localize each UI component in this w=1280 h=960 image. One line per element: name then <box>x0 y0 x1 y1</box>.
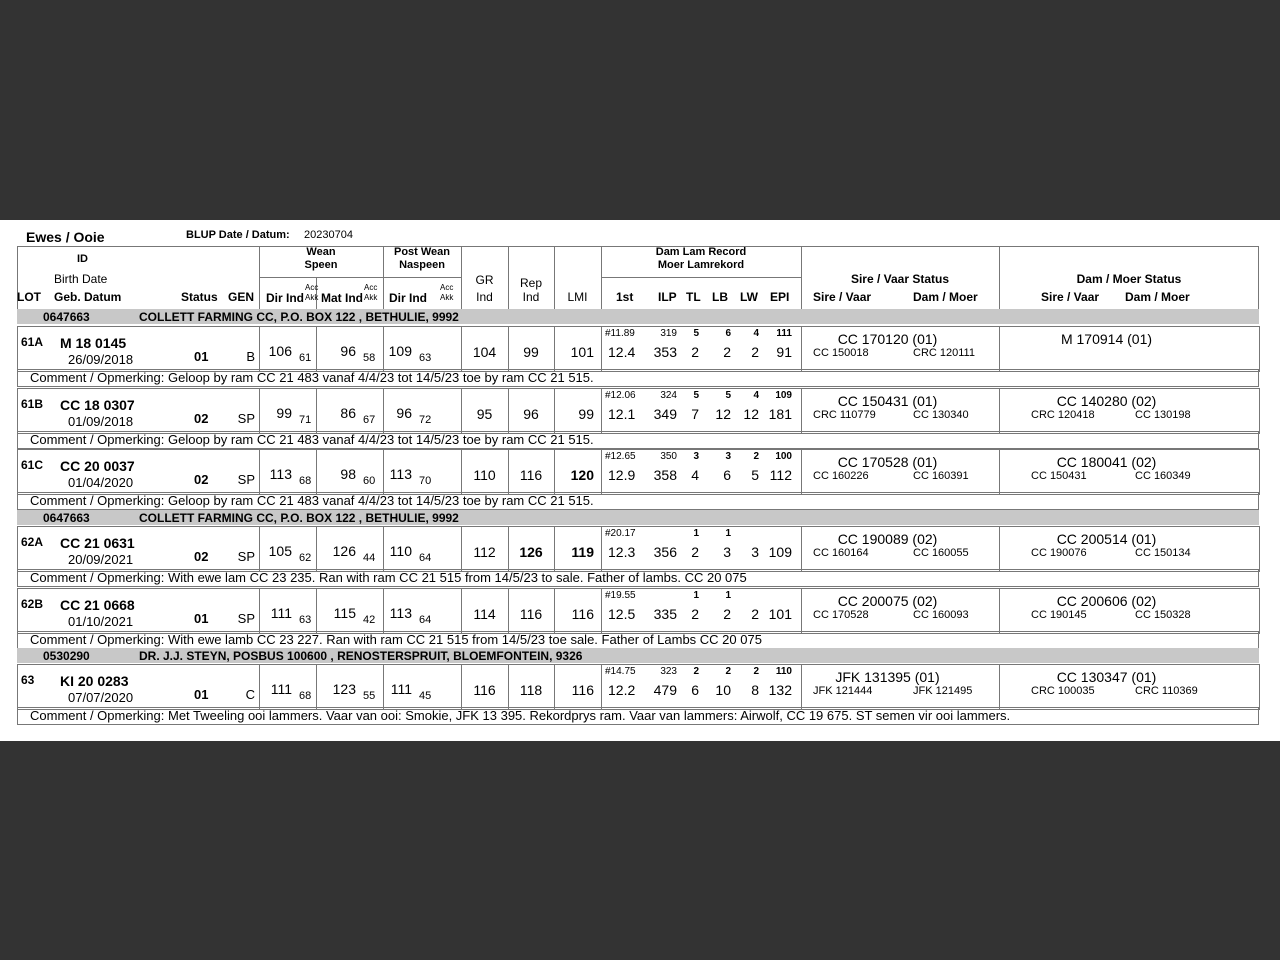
birth-date: 01/04/2020 <box>68 475 134 490</box>
sire-dam: CRC 120111 <box>913 347 975 359</box>
lmi-index: 119 <box>571 544 594 560</box>
lam-lb-bottom: 2 <box>723 606 731 622</box>
lam-tl-top: 3 <box>693 451 699 462</box>
comment-text: Comment / Opmerking: With ewe lamb CC 23 227. Ran with ram CC 21 515 from 14/5/23 toe sale. Father of Lambs CC 20 075 <box>30 632 762 647</box>
lam-lb-top: 1 <box>725 528 731 539</box>
wean-dir-ind: 111 <box>270 605 292 621</box>
animal-id: KI 20 0283 <box>60 673 129 689</box>
lmi-index: 116 <box>571 606 594 622</box>
lot-number: 62B <box>21 597 44 611</box>
column-divider <box>259 588 260 634</box>
rep-index: 96 <box>523 406 539 422</box>
wean-mat-ind-acc: 60 <box>363 475 376 487</box>
hdr-geb-datum: Geb. Datum <box>54 290 122 304</box>
lam-lb-bottom: 2 <box>723 344 731 360</box>
status-code: 02 <box>194 549 209 564</box>
column-divider <box>316 449 317 495</box>
lam-lb-bottom: 3 <box>723 544 731 560</box>
lam-epi-top: 109 <box>775 390 792 401</box>
dam-dam: CC 160349 <box>1135 470 1191 482</box>
sire-status: CC 170120 (01) <box>837 331 938 347</box>
post-dir-ind: 109 <box>388 343 412 359</box>
lam-ilp-top: 324 <box>660 390 677 401</box>
wean-dir-ind: 99 <box>276 405 292 421</box>
wean-mat-ind-acc: 42 <box>363 614 376 626</box>
hdr-acc: Acc <box>364 283 378 292</box>
gr-index: 95 <box>476 406 493 422</box>
hdr-moer-lamrekord: Moer Lamrekord <box>657 259 745 271</box>
rep-index: 116 <box>519 467 543 483</box>
post-dir-ind: 113 <box>389 605 412 621</box>
lot-number: 61A <box>21 335 44 349</box>
lam-epi-bottom: 132 <box>768 682 792 698</box>
comment-text: Comment / Opmerking: Geloop by ram CC 21 483 vanaf 4/4/23 tot 14/5/23 toe by ram CC 21 515. <box>30 432 594 447</box>
lot-number: 63 <box>21 673 35 687</box>
breeder-code: 0530290 <box>43 649 90 663</box>
animal-id: CC 18 0307 <box>60 397 135 413</box>
hdr-dam-dam: Dam / Moer <box>1125 290 1190 304</box>
wean-mat-ind: 98 <box>340 466 356 482</box>
lam-first-bottom: 12.2 <box>608 682 636 698</box>
lam-lb-top: 5 <box>725 390 731 401</box>
hdr-lw: LW <box>740 290 758 304</box>
dam-sire: CC 150431 <box>1031 470 1087 482</box>
lam-ilp-top: 350 <box>660 451 677 462</box>
hdr-sire-dam: Dam / Moer <box>913 290 978 304</box>
hdr-sire-status: Sire / Vaar Status <box>850 272 950 286</box>
sire-sire: CRC 110779 <box>813 409 876 421</box>
birth-date: 01/10/2021 <box>68 614 134 629</box>
lmi-index: 99 <box>578 406 594 422</box>
birth-date: 07/07/2020 <box>68 690 134 705</box>
hdr-rep: Rep <box>519 276 542 290</box>
wean-mat-ind-acc: 44 <box>363 552 376 564</box>
lam-lb-top: 6 <box>725 328 731 339</box>
column-divider <box>316 388 317 434</box>
comment-text: Comment / Opmerking: Geloop by ram CC 21 483 vanaf 4/4/23 tot 14/5/23 toe by ram CC 21 515. <box>30 493 594 508</box>
post-dir-ind-acc: 70 <box>419 475 432 487</box>
post-dir-ind-acc: 64 <box>419 552 432 564</box>
lam-ilp-bottom: 358 <box>653 467 677 483</box>
hdr-sire-sire: Sire / Vaar <box>813 290 872 304</box>
column-divider <box>259 388 260 434</box>
lam-ilp-bottom: 353 <box>653 344 677 360</box>
sire-sire: JFK 121444 <box>813 685 873 697</box>
dam-sire: CRC 100035 <box>1031 685 1095 697</box>
breeder-code: 0647663 <box>43 511 90 525</box>
gr-index: 112 <box>473 544 496 560</box>
lam-lb-bottom: 10 <box>715 682 731 698</box>
lam-first-bottom: 12.5 <box>608 606 636 622</box>
column-divider <box>383 588 384 634</box>
gr-index: 116 <box>473 682 496 698</box>
lam-tl-bottom: 7 <box>691 406 699 422</box>
lam-tl-bottom: 2 <box>691 544 699 560</box>
column-divider <box>316 326 317 372</box>
breeder-name: DR. J.J. STEYN, POSBUS 100600 , RENOSTERSPRUIT, BLOEMFONTEIN, 9326 <box>139 649 583 663</box>
blup-label: BLUP Date / Datum: <box>186 229 290 241</box>
hdr-gr: GR <box>475 273 494 287</box>
column-divider <box>601 588 602 634</box>
lam-first-bottom: 12.1 <box>608 406 636 422</box>
wean-mat-ind-acc: 67 <box>363 414 376 426</box>
dam-status: CC 140280 (02) <box>1056 393 1157 409</box>
lam-lw-top: 4 <box>753 390 759 401</box>
column-divider <box>601 388 602 434</box>
lam-first-bottom: 12.3 <box>608 544 636 560</box>
post-dir-ind: 111 <box>390 681 412 697</box>
post-dir-ind: 110 <box>389 543 412 559</box>
lam-ilp-bottom: 335 <box>653 606 677 622</box>
lam-first-top: #11.89 <box>605 328 635 339</box>
status-code: 01 <box>194 687 209 702</box>
lam-epi-bottom: 112 <box>769 467 792 483</box>
hdr-birth-date: Birth Date <box>54 272 108 286</box>
post-dir-ind: 96 <box>396 405 412 421</box>
lot-number: 62A <box>21 535 44 549</box>
dam-sire: CC 190076 <box>1031 547 1087 559</box>
wean-mat-ind-acc: 55 <box>363 690 376 702</box>
lam-ilp-bottom: 349 <box>653 406 677 422</box>
wean-dir-ind-acc: 61 <box>299 352 312 364</box>
post-dir-ind-acc: 63 <box>419 352 432 364</box>
lam-first-top: #12.65 <box>605 451 636 462</box>
dam-status: CC 200606 (02) <box>1056 593 1157 609</box>
dam-dam: CRC 110369 <box>1135 685 1198 697</box>
sire-dam: JFK 121495 <box>913 685 973 697</box>
lam-ilp-top: 319 <box>660 328 677 339</box>
column-divider <box>601 664 602 710</box>
hdr-dam-status: Dam / Moer Status <box>1076 272 1182 286</box>
sire-status: JFK 131395 (01) <box>835 669 940 685</box>
hdr-lb: LB <box>712 290 728 304</box>
hdr-akk: Akk <box>364 293 378 302</box>
hdr-dam-sire: Sire / Vaar <box>1041 290 1100 304</box>
lam-tl-bottom: 2 <box>691 606 699 622</box>
catalogue-sheet <box>0 220 1280 741</box>
hdr-acc: Acc <box>305 283 319 292</box>
gen-code: SP <box>237 549 255 564</box>
lam-epi-top: 110 <box>775 666 792 677</box>
wean-mat-ind: 123 <box>332 681 356 697</box>
hdr-tl: TL <box>686 290 701 304</box>
wean-dir-ind: 113 <box>269 466 292 482</box>
dam-status: M 170914 (01) <box>1060 331 1153 347</box>
lmi-index: 101 <box>570 344 594 360</box>
breeder-name: COLLETT FARMING CC, P.O. BOX 122 , BETHULIE, 9992 <box>139 511 459 525</box>
column-divider <box>383 664 384 710</box>
column-divider <box>259 326 260 372</box>
column-divider <box>316 588 317 634</box>
gen-code: SP <box>237 611 255 626</box>
post-dir-ind: 113 <box>389 466 412 482</box>
animal-id: CC 20 0037 <box>60 458 135 474</box>
lam-tl-bottom: 4 <box>691 467 699 483</box>
dam-status: CC 130347 (01) <box>1056 669 1157 685</box>
gr-index: 110 <box>473 467 496 483</box>
sire-status: CC 150431 (01) <box>837 393 938 409</box>
lam-lw-top: 2 <box>753 666 759 677</box>
birth-date: 20/09/2021 <box>68 552 134 567</box>
lam-tl-top: 5 <box>693 390 699 401</box>
hdr-speen: Speen <box>304 259 338 271</box>
lam-first-top: #20.17 <box>605 528 636 539</box>
lam-lw-top: 2 <box>753 451 759 462</box>
sire-sire: CC 170528 <box>813 609 869 621</box>
hdr-wean-dir-ind: Dir Ind <box>266 291 304 305</box>
column-divider <box>259 664 260 710</box>
lam-first-bottom: 12.4 <box>608 344 636 360</box>
lmi-index: 120 <box>570 467 594 483</box>
dam-dam: CC 150328 <box>1135 609 1191 621</box>
breeder-name: COLLETT FARMING CC, P.O. BOX 122 , BETHULIE, 9992 <box>139 310 459 324</box>
sire-status: CC 170528 (01) <box>837 454 938 470</box>
dam-dam: CC 150134 <box>1135 547 1191 559</box>
lam-tl-top: 5 <box>693 328 699 339</box>
wean-dir-ind: 111 <box>270 681 292 697</box>
hdr-dam-lam: Dam Lam Record <box>655 246 747 258</box>
hdr-post-wean: Post Wean <box>393 246 451 258</box>
lam-tl-top: 1 <box>693 528 699 539</box>
post-dir-ind-acc: 45 <box>419 690 432 702</box>
status-code: 01 <box>194 611 209 626</box>
hdr-akk: Akk <box>305 293 319 302</box>
column-divider <box>383 326 384 372</box>
sire-sire: CC 160226 <box>813 470 869 482</box>
dam-status: CC 180041 (02) <box>1056 454 1157 470</box>
lam-tl-top: 1 <box>693 590 699 601</box>
lam-epi-bottom: 91 <box>776 344 792 360</box>
lam-lw-bottom: 2 <box>751 344 759 360</box>
dam-status: CC 200514 (01) <box>1056 531 1157 547</box>
wean-dir-ind: 105 <box>268 543 292 559</box>
gen-code: C <box>245 687 255 702</box>
wean-mat-ind: 115 <box>333 605 356 621</box>
lam-epi-top: 111 <box>776 328 792 339</box>
hdr-gen: GEN <box>228 290 255 304</box>
lam-tl-top: 2 <box>693 666 699 677</box>
post-dir-ind-acc: 72 <box>419 414 432 426</box>
wean-dir-ind-acc: 71 <box>299 414 312 426</box>
sire-dam: CC 130340 <box>913 409 969 421</box>
status-code: 02 <box>194 472 209 487</box>
hdr-lmi: LMI <box>567 290 588 304</box>
lam-lw-top: 4 <box>753 328 759 339</box>
lam-lw-bottom: 5 <box>751 467 759 483</box>
hdr-naspeen: Naspeen <box>399 259 445 271</box>
animal-id: CC 21 0668 <box>60 597 135 613</box>
sire-sire: CC 150018 <box>813 347 869 359</box>
lam-tl-bottom: 2 <box>691 344 699 360</box>
column-divider <box>601 326 602 372</box>
status-code: 01 <box>194 349 209 364</box>
sire-status: CC 200075 (02) <box>837 593 938 609</box>
wean-dir-ind-acc: 68 <box>299 475 312 487</box>
column-divider <box>383 526 384 572</box>
rep-index: 118 <box>519 682 543 698</box>
sire-dam: CC 160391 <box>913 470 969 482</box>
hdr-wean-mat-ind: Mat Ind <box>321 291 363 305</box>
sire-dam: CC 160093 <box>913 609 969 621</box>
animal-id: M 18 0145 <box>60 335 127 351</box>
lot-number: 61B <box>21 397 44 411</box>
breeder-code: 0647663 <box>43 310 90 324</box>
lam-epi-bottom: 101 <box>768 606 792 622</box>
gr-index: 114 <box>473 606 496 622</box>
hdr-id: ID <box>77 253 88 265</box>
lam-tl-bottom: 6 <box>691 682 699 698</box>
comment-text: Comment / Opmerking: Geloop by ram CC 21 483 vanaf 4/4/23 tot 14/5/23 toe by ram CC 21 515. <box>30 370 594 385</box>
lam-epi-bottom: 181 <box>768 406 792 422</box>
dam-sire: CC 190145 <box>1031 609 1087 621</box>
lam-epi-bottom: 109 <box>768 544 792 560</box>
column-divider <box>383 388 384 434</box>
column-divider <box>383 449 384 495</box>
sire-status: CC 190089 (02) <box>837 531 938 547</box>
lam-ilp-top: 323 <box>660 666 677 677</box>
comment-text: Comment / Opmerking: Met Tweeling ooi lammers. Vaar van ooi: Smokie, JFK 13 395. Rekordprys ram. Vaar van lammers: Airwolf, CC 19 675. ST semen vir ooi lammers. <box>30 708 1011 723</box>
birth-date: 26/09/2018 <box>68 352 134 367</box>
wean-mat-ind: 126 <box>332 543 356 559</box>
hdr-rep-ind: Ind <box>522 290 540 304</box>
hdr-acc: Acc <box>440 283 454 292</box>
hdr-wean: Wean <box>306 246 336 258</box>
column-divider <box>259 526 260 572</box>
column-divider <box>316 664 317 710</box>
rep-index: 99 <box>523 344 539 360</box>
wean-mat-ind-acc: 58 <box>363 352 376 364</box>
column-divider <box>601 526 602 572</box>
lam-ilp-bottom: 356 <box>653 544 677 560</box>
wean-dir-ind-acc: 68 <box>299 690 312 702</box>
dam-dam: CC 130198 <box>1135 409 1191 421</box>
lam-lb-top: 3 <box>725 451 731 462</box>
lam-lw-bottom: 8 <box>751 682 759 698</box>
gen-code: SP <box>237 411 255 426</box>
gen-code: SP <box>237 472 255 487</box>
lam-lb-top: 1 <box>725 590 731 601</box>
lam-lb-bottom: 6 <box>723 467 731 483</box>
wean-dir-ind-acc: 63 <box>299 614 312 626</box>
sire-sire: CC 160164 <box>813 547 869 559</box>
hdr-post-dir-ind: Dir Ind <box>389 291 427 305</box>
lam-lw-bottom: 12 <box>743 406 759 422</box>
page-title: Ewes / Ooie <box>26 229 105 245</box>
animal-id: CC 21 0631 <box>60 535 135 551</box>
comment-text: Comment / Opmerking: With ewe lam CC 23 235. Ran with ram CC 21 515 from 14/5/23 to sale. Father of lambs. CC 20 075 <box>30 570 747 585</box>
wean-mat-ind: 86 <box>340 405 356 421</box>
rep-index: 126 <box>519 544 543 560</box>
lam-lw-bottom: 2 <box>751 606 759 622</box>
lam-lb-bottom: 12 <box>715 406 731 422</box>
gr-index: 104 <box>472 344 497 360</box>
lam-lb-top: 2 <box>725 666 731 677</box>
wean-dir-ind-acc: 62 <box>299 552 312 564</box>
hdr-gr-ind: Ind <box>476 290 493 304</box>
lmi-index: 116 <box>571 682 594 698</box>
lam-epi-top: 100 <box>775 451 792 462</box>
gen-code: B <box>246 349 255 364</box>
post-dir-ind-acc: 64 <box>419 614 432 626</box>
birth-date: 01/09/2018 <box>68 414 134 429</box>
hdr-lot: LOT <box>17 290 41 304</box>
lam-lw-bottom: 3 <box>751 544 759 560</box>
lam-first-top: #19.55 <box>605 590 636 601</box>
column-divider <box>259 449 260 495</box>
dam-sire: CRC 120418 <box>1031 409 1095 421</box>
lam-ilp-bottom: 479 <box>653 682 677 698</box>
column-divider <box>601 449 602 495</box>
rep-index: 116 <box>519 606 543 622</box>
column-divider <box>316 526 317 572</box>
hdr-ilp: ILP <box>658 290 677 304</box>
hdr-epi: EPI <box>770 290 790 304</box>
lam-first-top: #14.75 <box>605 666 636 677</box>
sire-dam: CC 160055 <box>913 547 969 559</box>
wean-dir-ind: 106 <box>268 343 292 359</box>
lam-first-top: #12.06 <box>605 390 636 401</box>
lot-number: 61C <box>21 458 44 472</box>
lam-first-bottom: 12.9 <box>608 467 636 483</box>
hdr-status: Status <box>181 290 218 304</box>
blup-date: 20230704 <box>304 229 353 241</box>
hdr-akk: Akk <box>440 293 454 302</box>
wean-mat-ind: 96 <box>340 343 356 359</box>
status-code: 02 <box>194 411 209 426</box>
hdr-1st: 1st <box>616 290 634 304</box>
